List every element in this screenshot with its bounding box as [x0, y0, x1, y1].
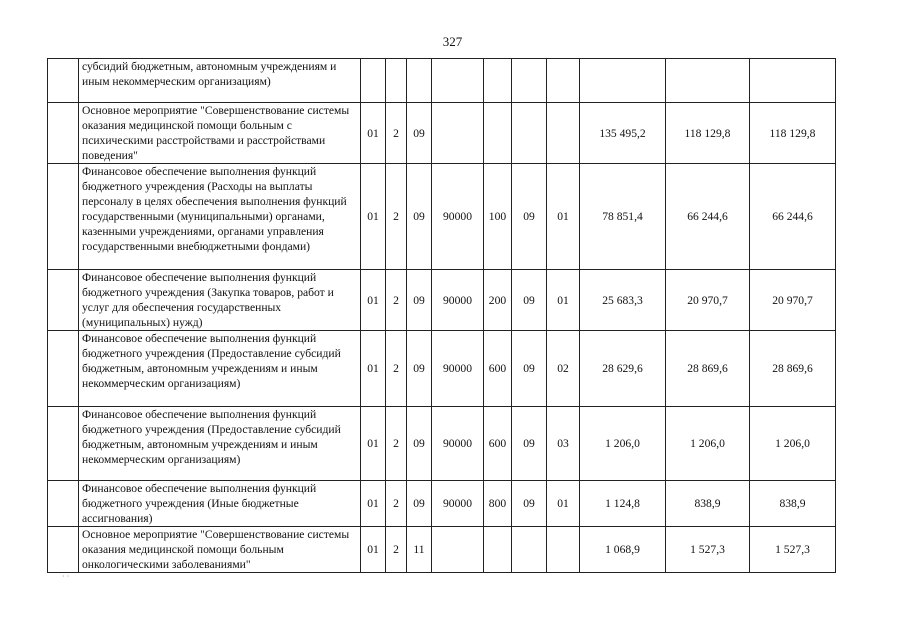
code-cell-1: 01: [361, 527, 386, 573]
table-row: [48, 481, 836, 527]
code-cell-4: 90000: [432, 407, 484, 481]
table-row: [48, 407, 836, 481]
code-cell-5: 200: [484, 270, 512, 331]
row-name: Финансовое обеспечение выполнения функций бюджетного учреждения (Предоставление субсидий бюджетным, автономным учреждениям и иным некоммерческим организациям): [79, 407, 361, 481]
code-cell-6: [512, 59, 547, 103]
row-name: Финансовое обеспечение выполнения функций бюджетного учреждения (Предоставление субсидий бюджетным, автономным учреждениям и иным некоммерческим организациям): [79, 331, 361, 407]
amount-cell-1: 1 124,8: [580, 481, 666, 527]
code-cell-4: 90000: [432, 164, 484, 270]
scan-speck: · ·: [62, 572, 70, 581]
amount-cell-1: 135 495,2: [580, 103, 666, 164]
table-row: [48, 331, 836, 407]
index-cell: [48, 407, 79, 481]
amount-cell-2: 838,9: [666, 481, 750, 527]
amount-cell-1: 1 206,0: [580, 407, 666, 481]
code-cell-7: 01: [547, 481, 580, 527]
row-name: Финансовое обеспечение выполнения функций бюджетного учреждения (Расходы на выплаты персоналу в целях обеспечения выполнения функций государственными (муниципальными) органами, казенными учреждениями, органами управления государственными внебюджетными фондами): [79, 164, 361, 270]
code-cell-6: 09: [512, 331, 547, 407]
code-cell-7: [547, 103, 580, 164]
code-cell-1: 01: [361, 481, 386, 527]
code-cell-1: 01: [361, 164, 386, 270]
code-cell-2: 2: [386, 407, 407, 481]
code-cell-5: 100: [484, 164, 512, 270]
index-cell: [48, 270, 79, 331]
index-cell: [48, 164, 79, 270]
code-cell-4: 90000: [432, 270, 484, 331]
amount-cell-2: 20 970,7: [666, 270, 750, 331]
code-cell-7: 02: [547, 331, 580, 407]
amount-cell-3: 118 129,8: [750, 103, 836, 164]
code-cell-4: [432, 59, 484, 103]
amount-cell-1: 25 683,3: [580, 270, 666, 331]
code-cell-4: 90000: [432, 331, 484, 407]
code-cell-5: 600: [484, 407, 512, 481]
code-cell-6: 09: [512, 481, 547, 527]
code-cell-3: 09: [407, 481, 432, 527]
code-cell-3: 11: [407, 527, 432, 573]
code-cell-7: 01: [547, 270, 580, 331]
code-cell-1: 01: [361, 407, 386, 481]
amount-cell-1: 1 068,9: [580, 527, 666, 573]
amount-cell-3: 1 206,0: [750, 407, 836, 481]
code-cell-6: [512, 103, 547, 164]
code-cell-3: [407, 59, 432, 103]
table-row: [48, 59, 836, 103]
amount-cell-2: 1 206,0: [666, 407, 750, 481]
table-row: [48, 164, 836, 270]
row-name: Основное мероприятие "Совершенствование системы оказания медицинской помощи больным онкологическими заболеваниями": [79, 527, 361, 573]
code-cell-5: [484, 527, 512, 573]
code-cell-7: [547, 59, 580, 103]
index-cell: [48, 527, 79, 573]
amount-cell-2: 66 244,6: [666, 164, 750, 270]
code-cell-6: 09: [512, 164, 547, 270]
index-cell: [48, 481, 79, 527]
table-row: [48, 103, 836, 164]
amount-cell-3: 838,9: [750, 481, 836, 527]
code-cell-2: 2: [386, 164, 407, 270]
code-cell-4: [432, 527, 484, 573]
row-name: Финансовое обеспечение выполнения функций бюджетного учреждения (Закупка товаров, работ и услуг для обеспечения государственных (муниципальных) нужд): [79, 270, 361, 331]
code-cell-2: 2: [386, 103, 407, 164]
code-cell-2: 2: [386, 331, 407, 407]
code-cell-2: [386, 59, 407, 103]
amount-cell-1: 28 629,6: [580, 331, 666, 407]
code-cell-1: 01: [361, 270, 386, 331]
code-cell-2: 2: [386, 527, 407, 573]
code-cell-7: 03: [547, 407, 580, 481]
amount-cell-2: 118 129,8: [666, 103, 750, 164]
index-cell: [48, 103, 79, 164]
code-cell-7: 01: [547, 164, 580, 270]
code-cell-5: 800: [484, 481, 512, 527]
index-cell: [48, 331, 79, 407]
amount-cell-3: 20 970,7: [750, 270, 836, 331]
code-cell-1: 01: [361, 331, 386, 407]
table-row: [48, 270, 836, 331]
code-cell-1: [361, 59, 386, 103]
amount-cell-3: [750, 59, 836, 103]
row-name: Основное мероприятие "Совершенствование системы оказания медицинской помощи больным с психическими расстройствами и расстройствами поведения": [79, 103, 361, 164]
code-cell-4: [432, 103, 484, 164]
code-cell-3: 09: [407, 407, 432, 481]
code-cell-5: [484, 103, 512, 164]
code-cell-6: 09: [512, 270, 547, 331]
budget-table: [47, 58, 836, 573]
row-name: Финансовое обеспечение выполнения функций бюджетного учреждения (Иные бюджетные ассигнования): [79, 481, 361, 527]
code-cell-2: 2: [386, 481, 407, 527]
amount-cell-2: 28 869,6: [666, 331, 750, 407]
code-cell-4: 90000: [432, 481, 484, 527]
amount-cell-2: [666, 59, 750, 103]
code-cell-3: 09: [407, 164, 432, 270]
amount-cell-3: 66 244,6: [750, 164, 836, 270]
page-number: 327: [442, 34, 463, 49]
code-cell-3: 09: [407, 331, 432, 407]
table-row: [48, 527, 836, 573]
amount-cell-1: 78 851,4: [580, 164, 666, 270]
index-cell: [48, 59, 79, 103]
code-cell-6: [512, 527, 547, 573]
code-cell-1: 01: [361, 103, 386, 164]
code-cell-5: 600: [484, 331, 512, 407]
amount-cell-1: [580, 59, 666, 103]
row-name: субсидий бюджетным, автономным учреждениям и иным некоммерческим организациям): [79, 59, 361, 103]
code-cell-5: [484, 59, 512, 103]
amount-cell-3: 1 527,3: [750, 527, 836, 573]
amount-cell-3: 28 869,6: [750, 331, 836, 407]
code-cell-3: 09: [407, 270, 432, 331]
code-cell-2: 2: [386, 270, 407, 331]
amount-cell-2: 1 527,3: [666, 527, 750, 573]
code-cell-6: 09: [512, 407, 547, 481]
code-cell-7: [547, 527, 580, 573]
code-cell-3: 09: [407, 103, 432, 164]
